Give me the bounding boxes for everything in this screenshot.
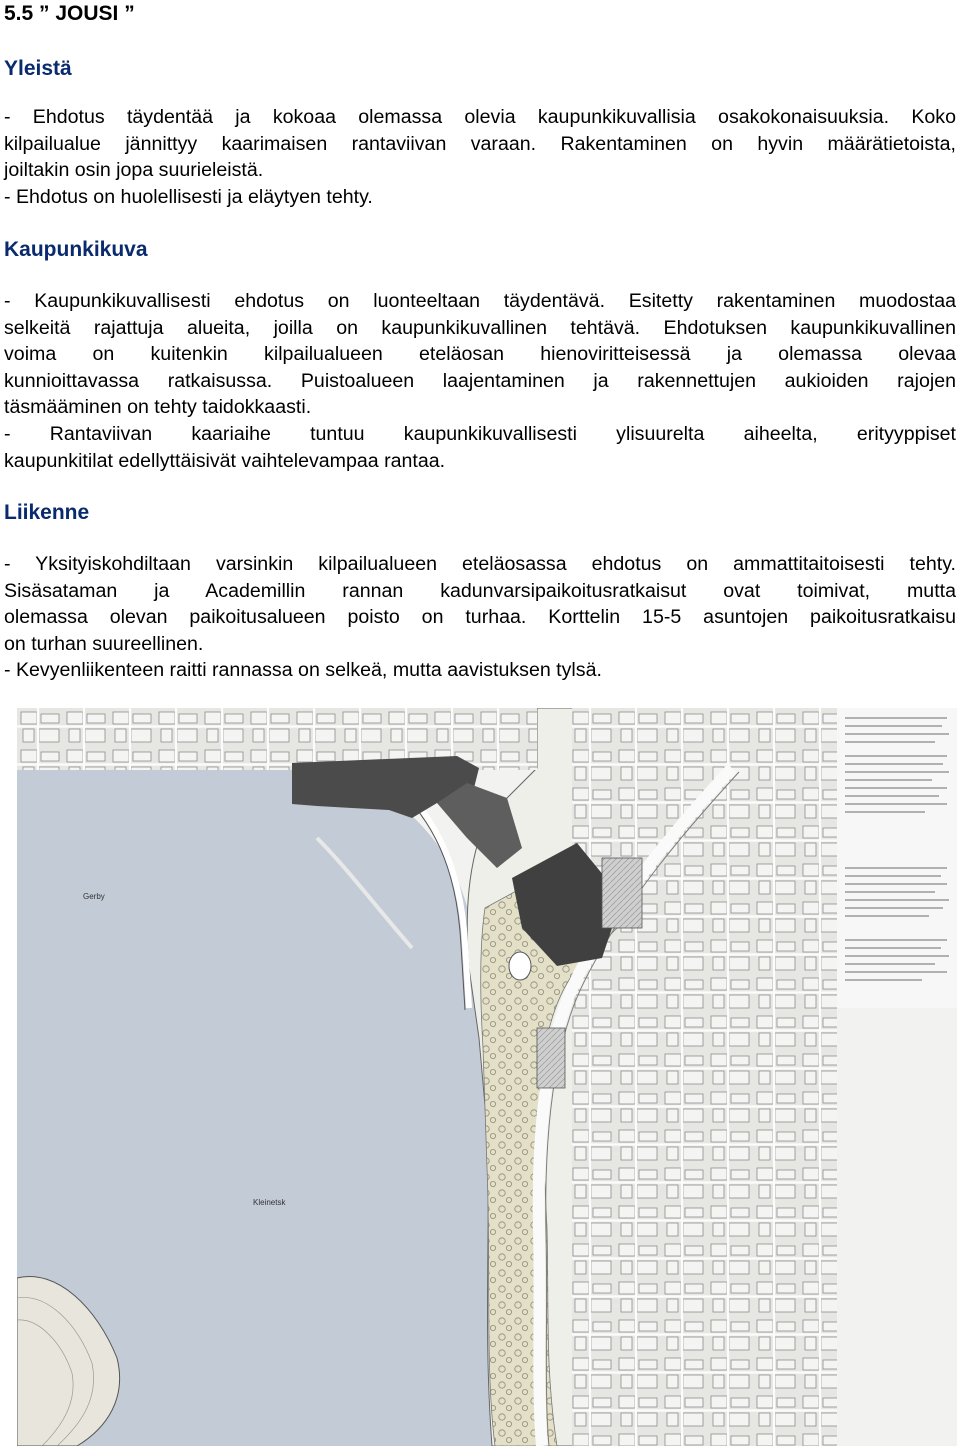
heading-yleista: Yleistä xyxy=(4,57,72,80)
text-line: selkeitä rajattuja alueita, joilla on kaupunkikuvallinen tehtävä. Ehdotuksen kaupunkikuvallinen xyxy=(4,316,956,339)
text-line: Sisäsataman ja Academillin rannan kadunvarsipaikoitusratkaisut ovat toimivat, mutta xyxy=(4,579,956,602)
text-line: kaupunkitilat edellyttäisivät vaihtelevampaa rantaa. xyxy=(4,449,446,472)
built-area-east xyxy=(572,708,837,1446)
text-line: on turhan suureellinen. xyxy=(4,632,204,655)
heading-liikenne: Liikenne xyxy=(4,501,90,524)
text-line: kunnioittavassa ratkaisussa. Puistoalueen laajentaminen ja rakennettujen aukioiden rajojen xyxy=(4,369,956,392)
existing-building-hatched xyxy=(602,858,642,928)
paragraph-kaupunkikuva xyxy=(4,288,956,474)
legend-text-panel xyxy=(837,708,957,1008)
heading-kaupunkikuva: Kaupunkikuva xyxy=(4,238,148,261)
section-title: 5.5 ” JOUSI ” xyxy=(4,2,135,25)
text-line: - Rantaviivan kaariaihe tuntuu kaupunkikuvallisesti ylisuurelta aiheelta, erityyppiset xyxy=(4,422,956,445)
text-line: joiltakin osin jopa suurieleistä. xyxy=(4,159,264,182)
text-line: - Kaupunkikuvallisesti ehdotus on luonteeltaan täydentävä. Esitetty rakentaminen muodostaa xyxy=(4,290,956,312)
existing-building-hatched xyxy=(537,1028,565,1088)
text-line: - Ehdotus täydentää ja kokoaa olemassa olevia kaupunkikuvallisia osakokonaisuuksia. Koko xyxy=(4,106,956,128)
paragraph-yleista xyxy=(4,104,956,210)
paragraph-liikenne xyxy=(4,551,956,684)
text-line: - Ehdotus on huolellisesti ja eläytyen tehty. xyxy=(4,185,373,208)
site-plan-figure xyxy=(17,708,957,1446)
label-bay: Kleinetsk xyxy=(253,1198,286,1207)
text-line: - Yksityiskohdiltaan varsinkin kilpailualueen eteläosassa ehdotus on ammattitaitoisesti tehty. xyxy=(4,553,956,575)
round-pavilion xyxy=(509,952,531,980)
text-line: voima on kuitenkin kilpailualueen eteläosan hienoviritteisessä ja olemassa olevaa xyxy=(4,343,956,366)
text-line: kilpailualue jännittyy kaarimaisen rantaviivan varaan. Rakentaminen on hyvin määrätietoista, xyxy=(4,132,956,155)
label-island: Gerby xyxy=(83,892,105,901)
text-line: - Kevyenliikenteen raitti rannassa on selkeä, mutta aavistuksen tylsä. xyxy=(4,659,602,682)
text-line: olemassa olevan paikoitusalueen poisto on turhaa. Korttelin 15-5 asuntojen paikoitusratkaisu xyxy=(4,606,956,629)
text-line: täsmääminen on tehty taidokkaasti. xyxy=(4,396,312,419)
